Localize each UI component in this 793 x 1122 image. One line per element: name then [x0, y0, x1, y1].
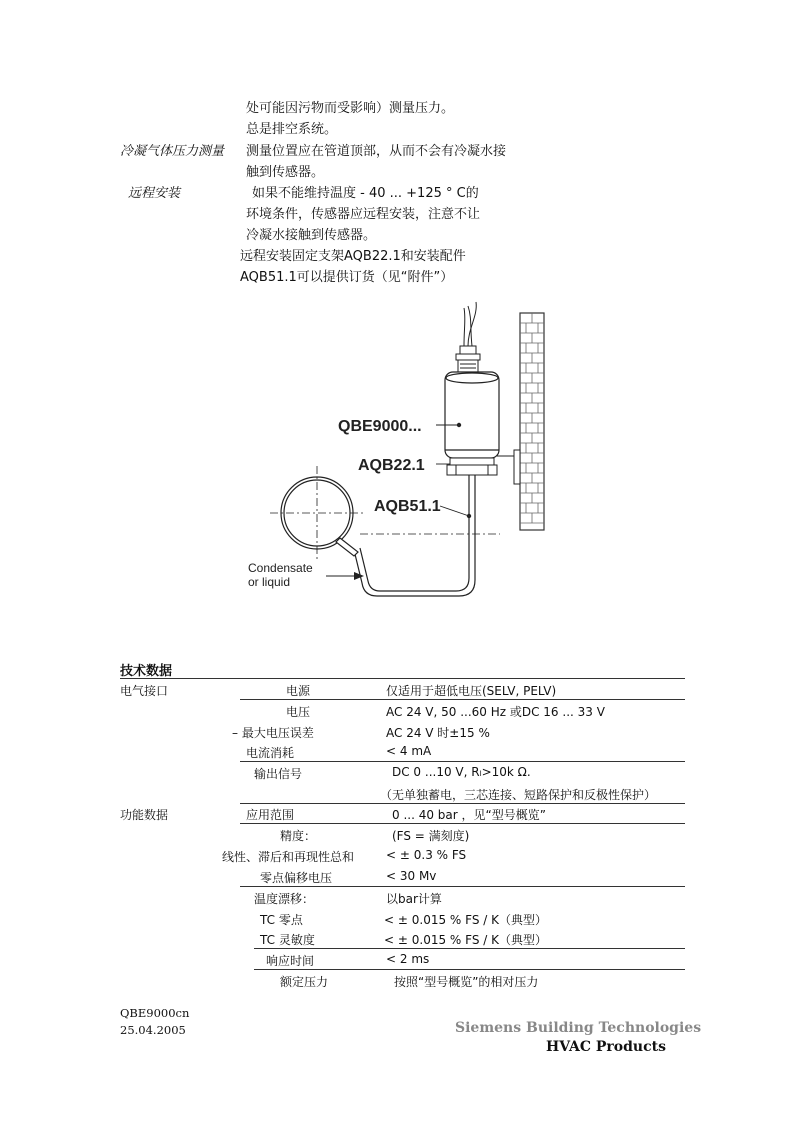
remote-line-5: AQB51.1可以提供订货（见“附件”）	[240, 270, 454, 285]
footer-company: Siemens Building Technologies	[455, 1020, 702, 1036]
spec-label-voltage-tolerance: – 最大电压误差	[232, 726, 314, 740]
remote-line-2: 环境条件，传感器应远程安装，注意不让	[246, 207, 481, 222]
spec-value-rated-pressure: 按照“型号概览”的相对压力	[394, 975, 539, 989]
spec-label-accuracy: 精度：	[280, 829, 317, 843]
footer-division: HVAC Products	[546, 1039, 666, 1055]
spec-value-tc-zero: < ± 0.015 % FS / K（典型）	[384, 913, 547, 927]
sensor-label: QBE9000...	[338, 418, 422, 435]
remote-line-1: 如果不能维持温度 - 40 ... +125 ° C的	[252, 186, 479, 201]
spec-value-output: DC 0 ...10 V, Rₗ>10k Ω.	[392, 765, 531, 779]
condensate-line-1: 测量位置应在管道顶部，从而不会有冷凝水接	[246, 144, 507, 159]
capillary-line	[354, 475, 475, 596]
spec-value-output-note: （无单独蓄电，三芯连接、短路保护和反极性保护）	[380, 788, 657, 802]
spec-label-temp-drift: 温度漂移：	[254, 892, 315, 906]
remote-line-4: 远程安装固定支架AQB22.1和安装配件	[240, 249, 466, 264]
row-rule	[254, 969, 685, 970]
spec-label-current: 电流消耗	[246, 746, 295, 760]
group-functional: 功能数据	[120, 808, 169, 822]
spec-value-voltage: AC 24 V, 50 ...60 Hz 或DC 16 ... 33 V	[386, 705, 605, 719]
spec-value-temp-drift: 以bar计算	[386, 892, 442, 906]
specs-title-rule	[120, 678, 685, 679]
spec-value-response-time: < 2 ms	[386, 952, 430, 966]
signal-cable	[464, 302, 476, 346]
row-rule	[240, 803, 685, 804]
cable-gland	[456, 346, 480, 372]
spec-label-voltage: 电压	[286, 705, 311, 719]
spec-value-voltage-tolerance: AC 24 V 时±15 %	[386, 726, 490, 740]
remote-line-3: 冷凝水接触到传感器。	[246, 228, 377, 243]
sensor-body	[445, 372, 499, 458]
condensate-side-label: 冷凝气体压力测量	[120, 144, 225, 159]
spec-label-tc-zero: TC 零点	[260, 913, 303, 927]
spec-value-linearity: < ± 0.3 % FS	[386, 848, 467, 862]
row-rule	[240, 699, 685, 700]
spec-label-response-time: 响应时间	[266, 954, 315, 968]
spec-label-tc-sensitivity: TC 灵敏度	[260, 933, 315, 947]
intro-line-1: 处可能因污物而受影响）测量压力。	[246, 101, 455, 116]
spec-label-range: 应用范围	[246, 808, 295, 822]
spacer	[120, 803, 240, 804]
row-rule	[254, 948, 685, 949]
specs-title: 技术数据	[120, 664, 173, 679]
condensate-line-2: 触到传感器。	[246, 165, 325, 180]
row-rule	[240, 761, 685, 762]
condensate-arrow	[326, 572, 364, 580]
spec-value-tc-sensitivity: < ± 0.015 % FS / K（典型）	[384, 933, 547, 947]
condensate-label-line-2: or liquid	[248, 575, 291, 589]
spec-value-current: < 4 mA	[386, 744, 432, 758]
spec-value-zero-offset: < 30 Mv	[386, 869, 437, 883]
spec-value-range: 0 ... 40 bar ，见“型号概览”	[392, 808, 546, 822]
spec-label-linearity: 线性、滞后和再现性总和	[222, 850, 355, 864]
brick-wall	[520, 313, 544, 530]
remote-installation-figure	[240, 298, 560, 608]
pipe-cross-section	[270, 466, 364, 560]
group-electrical: 电气接口	[120, 684, 169, 698]
spec-label-power: 电源	[286, 684, 311, 698]
row-rule	[240, 886, 685, 887]
spec-label-output: 输出信号	[254, 767, 303, 781]
footer-date: 25.04.2005	[120, 1023, 186, 1037]
remote-side-label: 远程安装	[128, 186, 181, 201]
spec-value-power: 仅适用于超低电压(SELV, PELV)	[386, 684, 557, 698]
spec-label-zero-offset: 零点偏移电压	[260, 871, 333, 885]
row-rule	[240, 823, 685, 824]
bracket-label: AQB22.1	[358, 457, 425, 474]
intro-line-2: 总是排空系统。	[246, 122, 338, 137]
condensate-label-line-1: Condensate	[248, 561, 313, 575]
spec-label-rated-pressure: 额定压力	[280, 975, 329, 989]
spec-value-accuracy: (FS = 满刻度)	[392, 829, 470, 843]
fitting-label: AQB51.1	[374, 498, 441, 515]
footer-doc-id: QBE9000cn	[120, 1006, 190, 1020]
